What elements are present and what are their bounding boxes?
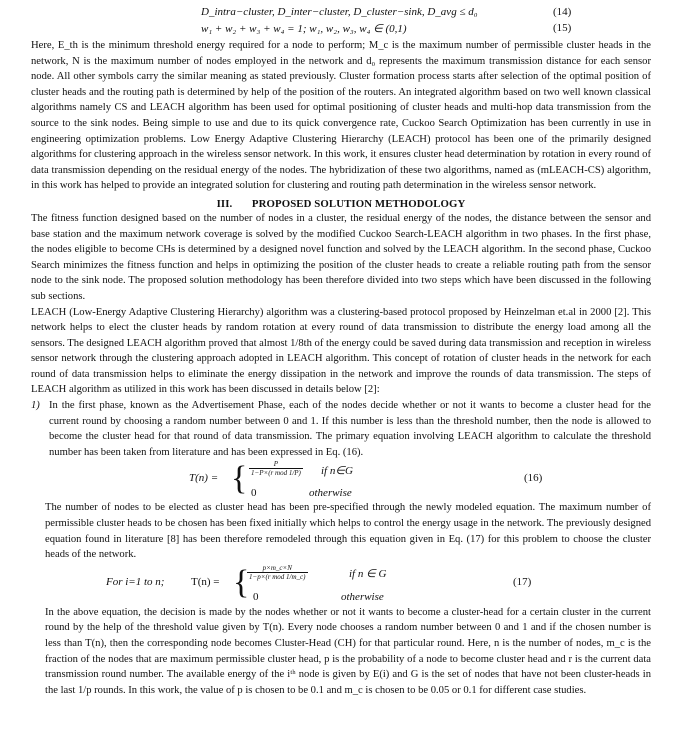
equation-16-fraction xyxy=(249,460,303,477)
list-item-text: In the first phase, known as the Advertisement Phase, each of the nodes decide whether or not it wants to become a cluster head for the current round by choosing a random number between 0 and 1. If this number is less than the threshold number, then the node is allowed to become the cluster head for that round of data transmission. The primary equation involving LEACH algorithm to calculate the threshold number has been taken from literature and has been expressed in Eq. (16). xyxy=(49,400,651,458)
equation-17 xyxy=(31,563,651,605)
equation-17-zero: 0 xyxy=(253,590,259,603)
equation-14-number: (14) xyxy=(553,6,572,18)
section-heading xyxy=(31,198,651,210)
equation-17-condition-2: otherwise xyxy=(341,590,384,603)
equation-14-expression: D_intra−cluster, D_inter−cluster, D_cluster−sink, D_avg ≤ d₀ xyxy=(201,6,478,18)
equation-17-lhs: T(n) = xyxy=(191,575,220,588)
equation-17-brace: { xyxy=(233,563,250,601)
equation-16-number: (16) xyxy=(524,472,543,485)
equation-17-prefix: For i=1 to n; xyxy=(106,575,165,588)
equation-16-numerator: P xyxy=(249,460,303,469)
equation-14 xyxy=(31,6,651,22)
paragraph-threshold-explanation: In the above equation, the decision is made by the nodes whether or not it wants to become a cluster-head for a certain cluster in the current round by the help of the threshold value given by T(n). Every node chooses a random number between 0 and 1 and if the chosen number is less than T(n), then the corresponding node becomes Cluster-Head (CH) for that particular round. Here, n is the number of nodes, m_c is the fraction of the nodes that are maximum permissible cluster head, p is the probability of a node to become cluster head and r is the current data transmission round number. The available energy of the iᵗʰ node is given by E(i) and G is the set of nodes that have not been cluster-heads in the last 1/p rounds. In this work, the value of p is chosen to be 0.1 and m_c is chosen to be 0.05 or 0.1 for different case studies. xyxy=(45,606,651,696)
paragraph-cluster-head-count: The number of nodes to be elected as cluster head has been pre-specified through the newly modeled equation. The maximum number of permissible cluster heads to be chosen has been fixed initially which helps to control the energy usage in the network. The previously designed equation found in literature [8] has been therefore remodeled through this equation given in Eq. (17) for this problem to choose the cluster heads of the network. xyxy=(45,502,651,561)
equation-17-fraction xyxy=(247,564,308,581)
equation-17-numerator: p×m_c×N xyxy=(247,564,308,573)
equation-16-zero: 0 xyxy=(251,487,257,500)
section-title: PROPOSED SOLUTION METHODOLOGY xyxy=(251,197,466,210)
equation-17-condition-1: if n ∈ G xyxy=(349,567,387,580)
equation-16-condition-1: if n∈G xyxy=(321,465,353,478)
equation-16-denominator: 1−P×(r mod 1/P) xyxy=(251,469,301,478)
section-number: III. xyxy=(216,197,233,210)
equation-16-condition-2: otherwise xyxy=(309,487,352,500)
list-item-number: 1) xyxy=(31,400,40,412)
list-item-1 xyxy=(31,398,651,460)
paragraph-symbol-definitions: Here, E_th is the minimum threshold energy required for a node to perform; M_c is the maximum number of permissible cluster heads in the network, N is the maximum number of nodes employed in the network and d₀ represents the maximum transmission distance for each sensor node. All other symbols carry the similar meaning as stated previously. Cluster formation process starts after selection of the optimal position of cluster heads and the routing path is determined by help of the position of the routers. An integrated algorithm based on two well known classical algorithms namely CS and LEACH algorithm has been used for optimal positioning of cluster heads and multi-hop data transmission from the source to the sink nodes. Being simple to use and due to its quick convergence rate, Cuckoo Search Optimization has been currently in use in engineering optimization problems. Low Energy Adaptive Clustering Hierarchy (LEACH) protocol has been one of the primarily designed algorithms for clustering approach in the wireless sensor network. In this work, it ensures cluster head determination by rotation in every round of data transmission depending on the residual energy of the nodes. The hybridization of these two algorithms, named as (mLEACH-CS) algorithm, in this work has helped to provide an integrated solution for clustering and routing path determination in the wireless sensor network. xyxy=(31,40,651,192)
equation-15-expression: w₁ + w₂ + w₃ + w₄ = 1; w₁, w₂, w₃, w₄ ∈ (0,1) xyxy=(201,23,407,35)
equation-16-lhs: T(n) = xyxy=(189,472,219,485)
paper-page xyxy=(31,6,651,698)
equation-17-number: (17) xyxy=(513,575,532,588)
equation-16 xyxy=(31,460,651,500)
equation-15 xyxy=(31,22,651,38)
equation-15-number: (15) xyxy=(553,22,572,34)
equation-16-brace: { xyxy=(231,460,248,498)
equation-17-denominator: 1−p×(r mod 1/m_c) xyxy=(249,572,306,581)
paragraph-methodology: The fitness function designed based on the number of nodes in a cluster, the residual energy of the nodes, the distance between the sensor and base station and the maximum network coverage is solved by the modified Cuckoo Search-LEACH algorithm in two phases. In the first phase, the nodes eligible to become CHs is determined by a designed novel function and solved by the LEACH algorithm. In the second phase, Cuckoo Search minimizes the fitness function and helps in optimizing the position of the cluster heads to create a reliable routing path from the sensor node to the sink node. The proposed solution methodology has been therefore divided into two steps which have been discussed in the following sub sections. xyxy=(31,212,651,302)
paragraph-leach: LEACH (Low-Energy Adaptive Clustering Hierarchy) algorithm was a clustering-based protocol proposed by Heinzelman et.al in 2000 [2]. This network helps to elect the cluster heads by random rotation at every round of data transmission to distribute the energy load among all the sensors. The designed LEACH algorithm proved that almost 1/8th of the energy could be saved during data transmission and reception in wireless sensor network through the clustering approach adopted in LEACH algorithm. This concept of rotation of cluster heads in the network for each round of data transmission helps to eliminate the energy dissipation in the network and improve the rounds of data transmission. The steps of LEACH algorithm as utilized in this work has been discussed in details below [2]: xyxy=(31,306,651,396)
